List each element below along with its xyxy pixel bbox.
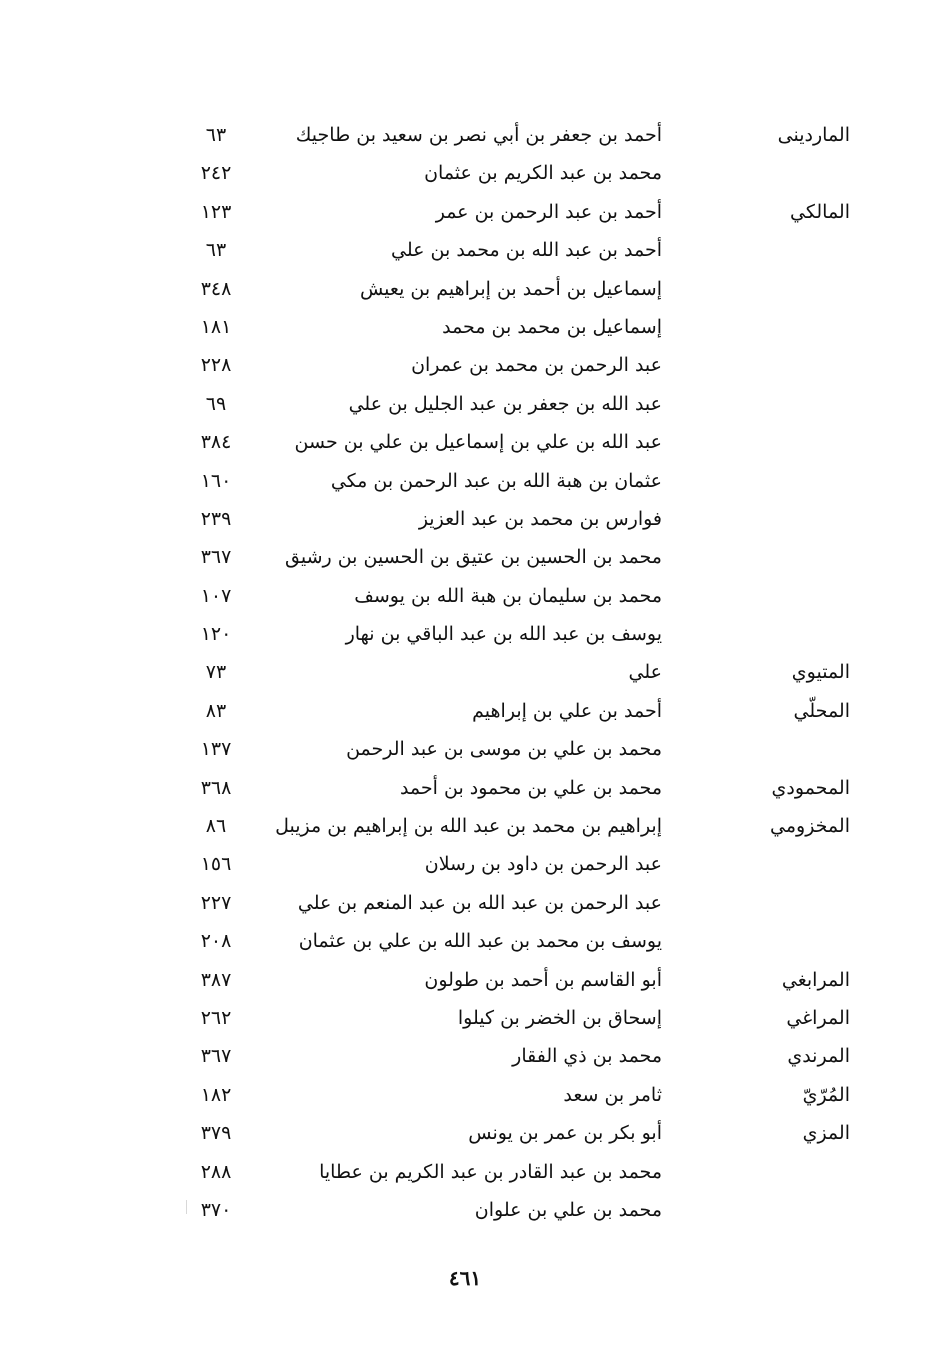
person-name: عبد الرحمن بن عبد الله بن عبد المنعم بن علي [297,891,662,914]
person-name: محمد بن علي بن محمود بن أحمد [399,776,662,799]
page-reference: ٣٧٩ [200,1122,232,1145]
index-row [0,308,930,346]
person-name: عبد الله بن جعفر بن عبد الجليل بن علي [348,392,662,415]
person-name: محمد بن الحسين بن عتيق بن الحسين بن رشيق [284,546,662,569]
page-reference: ٢٦٢ [200,1006,232,1029]
nisba-label: المراغي [786,1006,850,1029]
nisba-label: المتيوي [791,661,850,684]
nisba-label: المحمودي [771,776,850,799]
index-row [0,1191,930,1229]
page-reference: ١٦٠ [200,469,232,492]
index-row [0,154,930,192]
person-name: يوسف بن محمد بن عبد الله بن علي بن عثمان [298,930,662,953]
index-row [0,961,930,999]
page-reference: ٢٣٩ [200,507,232,530]
index-row [0,116,930,154]
page-reference: ١٢٠ [200,623,232,646]
nisba-label: المرندي [787,1045,850,1068]
page-reference: ٦٩ [205,392,227,415]
nisba-label: المخزومي [770,815,850,838]
person-name: محمد بن سليمان بن هبة الله بن يوسف [354,584,662,607]
page-reference: ٧٣ [205,661,227,684]
nisba-label: المحلّي [793,699,850,722]
index-row [0,884,930,922]
index-row [0,1153,930,1191]
index-row [0,577,930,615]
page-reference: ٢٢٧ [200,891,232,914]
page-reference: ٨٦ [205,815,227,838]
page-reference: ١٨١ [200,315,232,338]
page-reference: ١٠٧ [200,584,232,607]
page-reference: ٣٧٠ [200,1198,232,1221]
nisba-label: المُرّيّ [802,1083,850,1106]
index-row [0,270,930,308]
nisba-label: الماردينى [777,124,850,146]
index-row [0,193,930,231]
index-row [0,615,930,653]
person-name: محمد بن ذي الفقار [512,1045,662,1068]
index-row [0,730,930,768]
page-reference: ٦٣ [205,124,227,146]
index-row [0,807,930,845]
person-name: إبراهيم بن محمد بن عبد الله بن إبراهيم بن مزيبل [275,815,662,838]
index-row [0,845,930,883]
person-name: إسماعيل بن أحمد بن إبراهيم بن يعيش [359,277,662,300]
person-name: عثمان بن هبة الله بن عبد الرحمن بن مكي [330,469,662,492]
page-reference: ١٢٣ [200,200,232,223]
page-reference: ٣٤٨ [200,277,232,300]
person-name: محمد بن عبد الكريم بن عثمان [424,162,662,185]
index-row [0,1076,930,1114]
index-row [0,462,930,500]
index-row [0,538,930,576]
index-row [0,1114,930,1152]
page-reference: ٣٦٧ [200,546,232,569]
person-name: أحمد بن جعفر بن أبي نصر بن سعيد بن طاجيك [295,124,662,146]
index-row [0,922,930,960]
page-reference: ٣٦٨ [200,776,232,799]
index-row [0,1037,930,1075]
page-reference: ٨٣ [205,699,227,722]
page-reference: ١٣٧ [200,738,232,761]
person-name: أحمد بن عبد الرحمن بن عمر [435,200,662,223]
nisba-label: المزي [802,1122,850,1145]
person-name: محمد بن علي بن موسى بن عبد الرحمن [346,738,662,761]
page-reference: ٣٦٧ [200,1045,232,1068]
person-name: علي [628,661,662,684]
person-name: عبد الرحمن بن داود بن رسلان [424,853,662,876]
person-name: إسماعيل بن محمد بن محمد [442,315,662,338]
person-name: عبد الله بن علي بن إسماعيل بن علي بن حسن [294,431,662,454]
page-reference: ٢٨٨ [200,1160,232,1183]
page-reference: ١٥٦ [200,853,232,876]
page-reference: ٣٨٤ [200,431,232,454]
person-name: فوارس بن محمد بن عبد العزيز [418,507,662,530]
index-list [0,116,930,1229]
person-name: عبد الرحمن بن محمد بن عمران [411,354,662,377]
page-reference: ٢٤٢ [200,162,232,185]
nisba-label: المرابغي [781,968,850,991]
person-name: محمد بن عبد القادر بن عبد الكريم بن عطايا [319,1160,662,1183]
person-name: ثامر بن سعد [563,1083,662,1106]
person-name: أحمد بن علي بن إبراهيم [472,699,662,722]
margin-mark [186,1200,187,1214]
page-reference: ٣٨٧ [200,968,232,991]
person-name: إسحاق بن الخضر بن كيلوا [457,1006,662,1029]
index-row [0,999,930,1037]
index-row [0,385,930,423]
index-row [0,346,930,384]
page-reference: ٢٢٨ [200,354,232,377]
index-row [0,692,930,730]
page-reference: ٢٠٨ [200,930,232,953]
nisba-label: المالكي [790,200,850,223]
index-row [0,653,930,691]
page-number: ٤٦١ [448,1266,482,1290]
index-row [0,423,930,461]
person-name: يوسف بن عبد الله بن عبد الباقي بن نهار [345,623,662,646]
index-row [0,231,930,269]
person-name: أبو القاسم بن أحمد بن طولون [424,968,662,991]
person-name: أحمد بن عبد الله بن محمد بن علي [391,239,662,262]
person-name: أبو بكر بن عمر بن يونس [468,1122,662,1145]
page-reference: ١٨٢ [200,1083,232,1106]
index-row [0,500,930,538]
page-reference: ٦٣ [205,239,227,262]
person-name: محمد بن علي بن علوان [474,1198,662,1221]
index-row [0,769,930,807]
